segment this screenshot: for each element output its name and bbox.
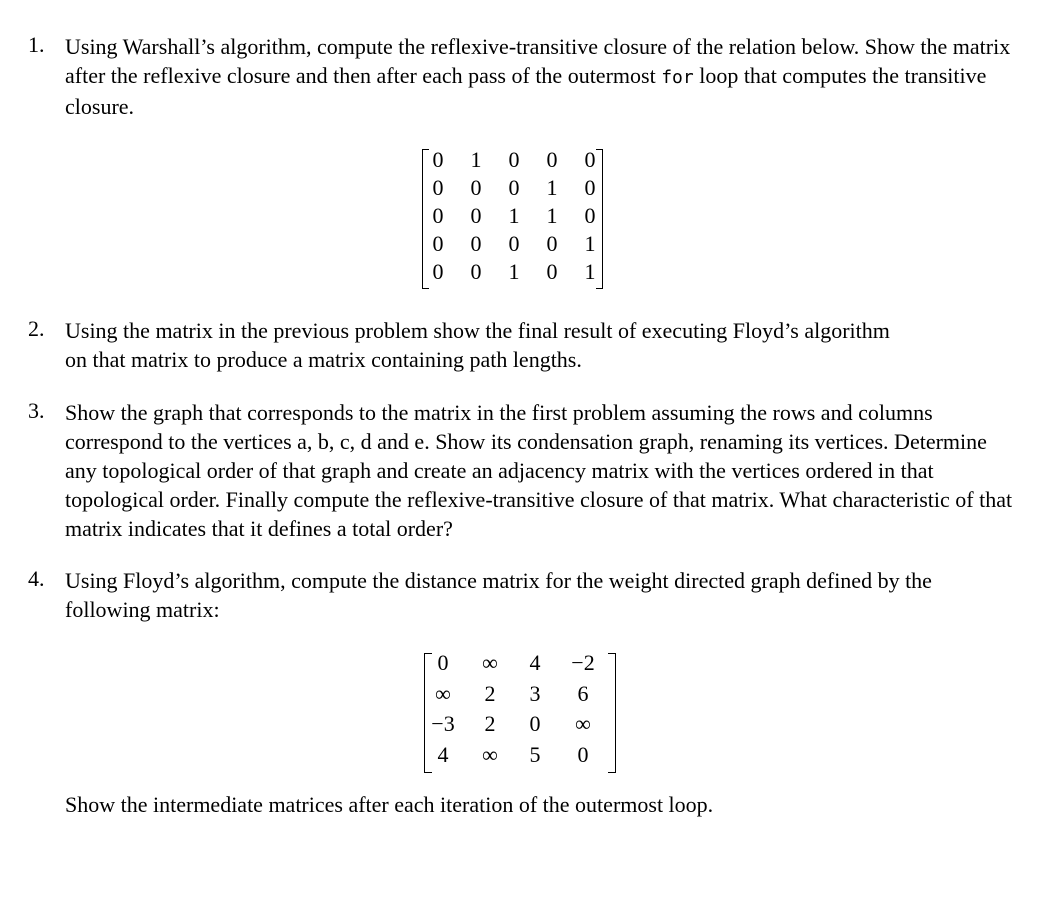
matrix-cell: 4 <box>529 650 541 675</box>
matrix-cell: 0 <box>432 259 444 284</box>
relation-matrix <box>420 143 610 293</box>
problem-text <box>65 32 1018 121</box>
closing-instruction: Show the intermediate matrices after each iteration of the outermost loop. <box>65 792 714 817</box>
matrix-cell: 0 <box>470 175 482 200</box>
matrix-cell: 4 <box>437 742 449 767</box>
matrix-cell: 1 <box>546 203 558 228</box>
matrix-cell: 0 <box>584 147 596 172</box>
matrix-cell: 0 <box>546 231 558 256</box>
matrix-cell: 3 <box>529 681 541 706</box>
matrix-cell: 0 <box>508 231 520 256</box>
matrix-cell: 0 <box>470 231 482 256</box>
matrix-cell: 0 <box>432 231 444 256</box>
right-bracket <box>608 653 616 773</box>
matrix-cell: 1 <box>584 231 596 256</box>
matrix-cell: 1 <box>470 147 482 172</box>
problem-1 <box>28 32 1018 121</box>
matrix-cell: ∞ <box>575 711 591 736</box>
problem-number: 4. <box>28 566 45 591</box>
problem-1-text-after: loop that computes the transitive closure. <box>65 63 992 119</box>
matrix-cell: 1 <box>584 259 596 284</box>
problem-3 <box>28 398 1018 543</box>
problem-text: Using Floyd’s algorithm, compute the distance matrix for the weight directed graph defined by the following matrix: <box>65 568 938 622</box>
matrix-cell: 1 <box>508 259 520 284</box>
matrix-cell: 0 <box>437 650 449 675</box>
problem-number: 2. <box>28 316 45 341</box>
matrix-cell: ∞ <box>435 681 451 706</box>
weight-matrix <box>420 648 620 778</box>
matrix-cell: 0 <box>546 259 558 284</box>
matrix-cell: 0 <box>508 147 520 172</box>
matrix-cell: 1 <box>546 175 558 200</box>
matrix-cell: 0 <box>470 259 482 284</box>
matrix-cell: 0 <box>584 203 596 228</box>
matrix-cell: 0 <box>470 203 482 228</box>
matrix-cell: 0 <box>529 711 541 736</box>
matrix-cell: 1 <box>508 203 520 228</box>
matrix-cell: 0 <box>432 147 444 172</box>
matrix-cell: ∞ <box>482 650 498 675</box>
matrix-cell: −3 <box>431 711 455 736</box>
matrix-cell: 2 <box>484 681 496 706</box>
matrix-cell: 0 <box>577 742 589 767</box>
problem-text: Show the graph that corresponds to the matrix in the first problem assuming the rows and columns correspond to the vertices a, b, c, d and e. Show its condensation graph, renaming its vertices. Determine any topological order of that graph and create an adjacency matrix with the vertices ordered in that topological order. Finally compute the reflexive-transitive closure of that matrix. What characteristic of that matrix indicates that it defines a total order? <box>65 400 1018 541</box>
problem-number: 3. <box>28 398 45 423</box>
matrix-cell: ∞ <box>482 742 498 767</box>
problem-2 <box>28 316 1018 374</box>
matrix-cell: −2 <box>571 650 595 675</box>
problem-text: Using the matrix in the previous problem show the final result of executing Floyd’s algorithm on that matrix to produce a matrix containing path lengths. <box>65 318 896 372</box>
matrix-cell: 0 <box>584 175 596 200</box>
matrix-cell: 0 <box>508 175 520 200</box>
problem-4 <box>28 566 1018 624</box>
matrix-cell: 6 <box>577 681 589 706</box>
matrix-cell: 0 <box>432 175 444 200</box>
matrix-cell: 0 <box>432 203 444 228</box>
problem-number: 1. <box>28 32 45 57</box>
matrix-cell: 0 <box>546 147 558 172</box>
matrix-cell: 5 <box>529 742 541 767</box>
code-keyword: for <box>661 67 694 88</box>
problem-1-text-before: Using Warshall’s algorithm, compute the reflexive-transitive closure of the relation below. Show the matrix after the reflexive closure and then after each pass of the outermost <box>65 34 1016 88</box>
matrix-cell: 2 <box>484 711 496 736</box>
